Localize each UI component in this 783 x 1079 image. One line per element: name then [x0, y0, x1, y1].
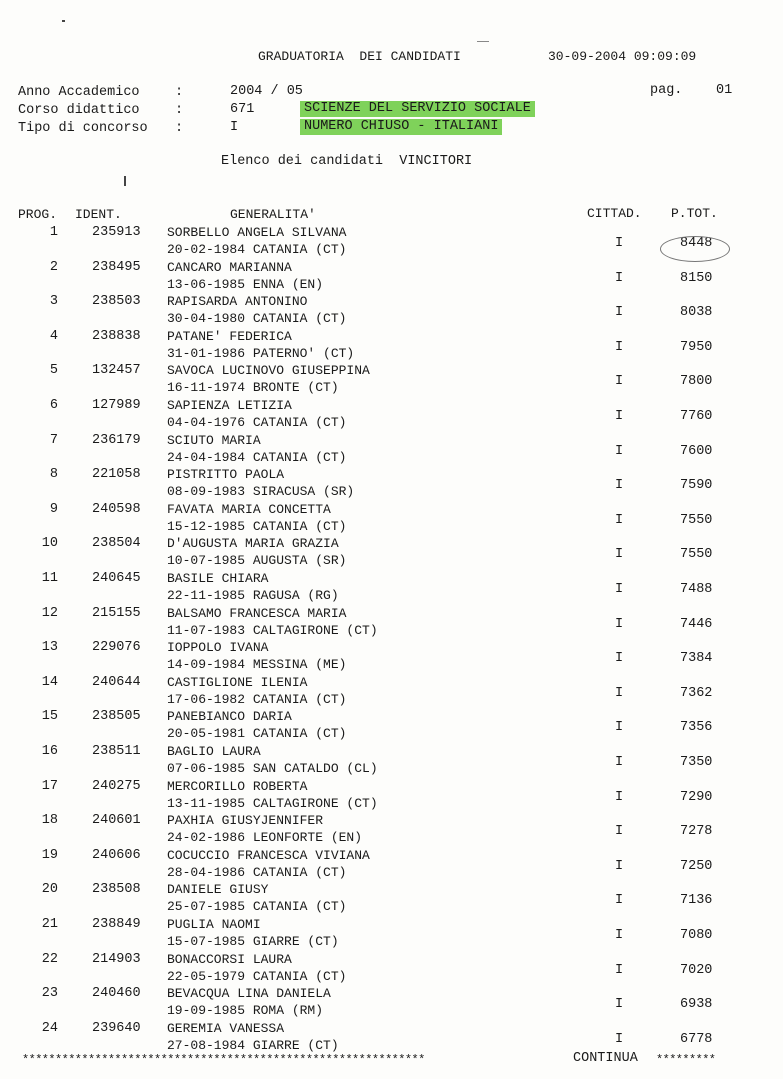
- row-name: PAXHIA GIUSYJENNIFER: [167, 813, 324, 828]
- row-ptot: 8448: [680, 236, 713, 251]
- row-birth: 15-12-1985 CATANIA (CT): [167, 519, 347, 534]
- row-cittad: I: [615, 686, 624, 701]
- row-prog: 13: [41, 640, 58, 655]
- row-prog: 7: [49, 433, 58, 448]
- row-ident: 240598: [92, 502, 141, 517]
- row-name: BASILE CHIARA: [167, 571, 269, 586]
- row-birth: 25-07-1985 CATANIA (CT): [167, 899, 347, 914]
- row-birth: 24-02-1986 LEONFORTE (EN): [167, 830, 363, 845]
- row-name: FAVATA MARIA CONCETTA: [167, 502, 331, 517]
- row-prog: 24: [41, 1021, 58, 1036]
- row-name: BALSAMO FRANCESCA MARIA: [167, 606, 347, 621]
- row-ident: 240460: [92, 986, 141, 1001]
- row-ident: 238838: [92, 329, 141, 344]
- row-ptot: 7278: [680, 824, 713, 839]
- row-ptot: 6778: [680, 1032, 713, 1047]
- row-ident: 215155: [92, 606, 141, 621]
- row-cittad: I: [615, 340, 624, 355]
- row-name: GEREMIA VANESSA: [167, 1021, 285, 1036]
- row-cittad: I: [615, 720, 624, 735]
- row-cittad: I: [615, 374, 624, 389]
- list-subtitle: Elenco dei candidati VINCITORI: [221, 154, 473, 169]
- row-ptot: 7136: [680, 893, 713, 908]
- row-prog: 3: [49, 294, 58, 309]
- row-prog: 18: [41, 813, 58, 828]
- row-name: PISTRITTO PAOLA: [167, 467, 285, 482]
- row-cittad: I: [615, 271, 624, 286]
- row-ptot: 7080: [680, 928, 713, 943]
- row-name: BONACCORSI LAURA: [167, 952, 292, 967]
- row-birth: 17-06-1982 CATANIA (CT): [167, 692, 347, 707]
- row-ident: 240644: [92, 675, 141, 690]
- row-ident: 238504: [92, 536, 141, 551]
- row-name: SAPIENZA LETIZIA: [167, 398, 292, 413]
- handwritten-circle: [660, 236, 730, 262]
- row-birth: 22-05-1979 CATANIA (CT): [167, 969, 347, 984]
- row-ident: 132457: [92, 363, 141, 378]
- row-ident: 240275: [92, 779, 141, 794]
- row-birth: 15-07-1985 GIARRE (CT): [167, 934, 339, 949]
- tipo-name: NUMERO CHIUSO - ITALIANI: [300, 119, 502, 135]
- row-birth: 24-04-1984 CATANIA (CT): [167, 450, 347, 465]
- row-ident: 238495: [92, 260, 141, 275]
- colon: :: [175, 85, 184, 100]
- row-ident: 238508: [92, 882, 141, 897]
- row-birth: 19-09-1985 ROMA (RM): [167, 1003, 324, 1018]
- row-cittad: I: [615, 824, 624, 839]
- row-ident: 238503: [92, 294, 141, 309]
- row-prog: 22: [41, 952, 58, 967]
- row-name: CANCARO MARIANNA: [167, 260, 292, 275]
- footer-stars-right: *********: [656, 1053, 716, 1067]
- row-ptot: 6938: [680, 997, 713, 1012]
- row-name: DANIELE GIUSY: [167, 882, 269, 897]
- corso-label: Corso didattico: [18, 103, 140, 118]
- colon: :: [175, 121, 184, 136]
- row-birth: 16-11-1974 BRONTE (CT): [167, 380, 339, 395]
- row-name: D'AUGUSTA MARIA GRAZIA: [167, 536, 339, 551]
- row-ident: 238511: [92, 744, 141, 759]
- anno-label: Anno Accademico: [18, 85, 140, 100]
- footer-continua: CONTINUA: [573, 1051, 638, 1066]
- row-name: IOPPOLO IVANA: [167, 640, 269, 655]
- row-name: PANEBIANCO DARIA: [167, 709, 292, 724]
- row-name: SORBELLO ANGELA SILVANA: [167, 225, 347, 240]
- row-cittad: I: [615, 444, 624, 459]
- row-cittad: I: [615, 582, 624, 597]
- row-ptot: 7760: [680, 409, 713, 424]
- row-birth: 08-09-1983 SIRACUSA (SR): [167, 484, 355, 499]
- corso-name: SCIENZE DEL SERVIZIO SOCIALE: [300, 101, 535, 117]
- row-birth: 31-01-1986 PATERNO' (CT): [167, 346, 355, 361]
- row-cittad: I: [615, 755, 624, 770]
- scan-mark: [477, 41, 489, 42]
- row-birth: 30-04-1980 CATANIA (CT): [167, 311, 347, 326]
- page-number: 01: [716, 83, 733, 98]
- row-cittad: I: [615, 963, 624, 978]
- row-ident: 229076: [92, 640, 141, 655]
- row-ident: 240601: [92, 813, 141, 828]
- row-ident: 236179: [92, 433, 141, 448]
- row-ptot: 7800: [680, 374, 713, 389]
- row-ptot: 7446: [680, 617, 713, 632]
- row-birth: 20-02-1984 CATANIA (CT): [167, 242, 347, 257]
- row-cittad: I: [615, 928, 624, 943]
- row-ident: 240606: [92, 848, 141, 863]
- row-ident: 240645: [92, 571, 141, 586]
- row-prog: 19: [41, 848, 58, 863]
- row-name: SCIUTO MARIA: [167, 433, 261, 448]
- tipo-label: Tipo di concorso: [18, 121, 148, 136]
- row-ident: 127989: [92, 398, 141, 413]
- row-ident: 238849: [92, 917, 141, 932]
- row-ptot: 8038: [680, 305, 713, 320]
- row-ptot: 7020: [680, 963, 713, 978]
- row-prog: 20: [41, 882, 58, 897]
- row-cittad: I: [615, 236, 624, 251]
- col-ptot: P.TOT.: [671, 206, 718, 221]
- report-datetime: 30-09-2004 09:09:09: [548, 49, 697, 64]
- row-cittad: I: [615, 651, 624, 666]
- row-prog: 23: [41, 986, 58, 1001]
- row-name: RAPISARDA ANTONINO: [167, 294, 308, 309]
- row-name: SAVOCA LUCINOVO GIUSEPPINA: [167, 363, 370, 378]
- row-ident: 221058: [92, 467, 141, 482]
- col-prog: PROG.: [18, 207, 58, 222]
- row-name: BEVACQUA LINA DANIELA: [167, 986, 331, 1001]
- row-birth: 13-06-1985 ENNA (EN): [167, 277, 324, 292]
- row-cittad: I: [615, 859, 624, 874]
- row-name: BAGLIO LAURA: [167, 744, 261, 759]
- row-ptot: 7362: [680, 686, 713, 701]
- row-birth: 04-04-1976 CATANIA (CT): [167, 415, 347, 430]
- row-cittad: I: [615, 617, 624, 632]
- row-name: COCUCCIO FRANCESCA VIVIANA: [167, 848, 370, 863]
- row-ident: 235913: [92, 225, 141, 240]
- row-name: PUGLIA NAOMI: [167, 917, 261, 932]
- row-birth: 07-06-1985 SAN CATALDO (CL): [167, 761, 378, 776]
- row-name: MERCORILLO ROBERTA: [167, 779, 308, 794]
- row-prog: 6: [49, 398, 58, 413]
- row-birth: 20-05-1981 CATANIA (CT): [167, 726, 347, 741]
- anno-value: 2004 / 05: [230, 84, 303, 99]
- row-ptot: 7950: [680, 340, 713, 355]
- row-prog: 15: [41, 709, 58, 724]
- row-birth: 28-04-1986 CATANIA (CT): [167, 865, 347, 880]
- row-cittad: I: [615, 547, 624, 562]
- row-birth: 27-08-1984 GIARRE (CT): [167, 1038, 339, 1053]
- row-prog: 5: [49, 363, 58, 378]
- row-prog: 10: [41, 536, 58, 551]
- report-title: GRADUATORIA DEI CANDIDATI: [258, 49, 461, 64]
- row-prog: 17: [41, 779, 58, 794]
- row-ptot: 7488: [680, 582, 713, 597]
- row-cittad: I: [615, 790, 624, 805]
- row-ptot: 7600: [680, 444, 713, 459]
- row-prog: 12: [41, 606, 58, 621]
- col-cittad: CITTAD.: [587, 206, 642, 221]
- row-ptot: 7250: [680, 859, 713, 874]
- row-cittad: I: [615, 1032, 624, 1047]
- scan-mark: [62, 20, 65, 22]
- row-cittad: I: [615, 513, 624, 528]
- row-ident: 239640: [92, 1021, 141, 1036]
- row-ptot: 7384: [680, 651, 713, 666]
- row-birth: 22-11-1985 RAGUSA (RG): [167, 588, 339, 603]
- corso-code: 671: [230, 102, 255, 117]
- row-ident: 238505: [92, 709, 141, 724]
- row-birth: 10-07-1985 AUGUSTA (SR): [167, 553, 347, 568]
- row-prog: 4: [49, 329, 58, 344]
- col-ident: IDENT.: [75, 207, 122, 222]
- row-prog: 8: [49, 467, 58, 482]
- footer-stars-left: *************************************************************: [22, 1053, 425, 1067]
- row-ident: 214903: [92, 952, 141, 967]
- row-ptot: 8150: [680, 271, 713, 286]
- row-cittad: I: [615, 893, 624, 908]
- row-cittad: I: [615, 305, 624, 320]
- row-prog: 16: [41, 744, 58, 759]
- row-prog: 21: [41, 917, 58, 932]
- row-birth: 14-09-1984 MESSINA (ME): [167, 657, 347, 672]
- row-prog: 14: [41, 675, 58, 690]
- col-generalita: GENERALITA': [230, 207, 316, 222]
- row-prog: 11: [41, 571, 58, 586]
- row-name: CASTIGLIONE ILENIA: [167, 675, 308, 690]
- row-cittad: I: [615, 478, 624, 493]
- row-cittad: I: [615, 409, 624, 424]
- row-cittad: I: [615, 997, 624, 1012]
- page-label: pag.: [650, 83, 683, 98]
- row-prog: 2: [49, 260, 58, 275]
- row-ptot: 7356: [680, 720, 713, 735]
- row-ptot: 7550: [680, 547, 713, 562]
- row-ptot: 7550: [680, 513, 713, 528]
- row-ptot: 7350: [680, 755, 713, 770]
- row-prog: 9: [49, 502, 58, 517]
- tipo-code: I: [230, 120, 239, 135]
- row-prog: 1: [49, 225, 58, 240]
- row-birth: 13-11-1985 CALTAGIRONE (CT): [167, 796, 378, 811]
- row-ptot: 7590: [680, 478, 713, 493]
- colon: :: [175, 103, 184, 118]
- scan-mark: [124, 176, 126, 186]
- row-name: PATANE' FEDERICA: [167, 329, 292, 344]
- row-birth: 11-07-1983 CALTAGIRONE (CT): [167, 623, 378, 638]
- row-ptot: 7290: [680, 790, 713, 805]
